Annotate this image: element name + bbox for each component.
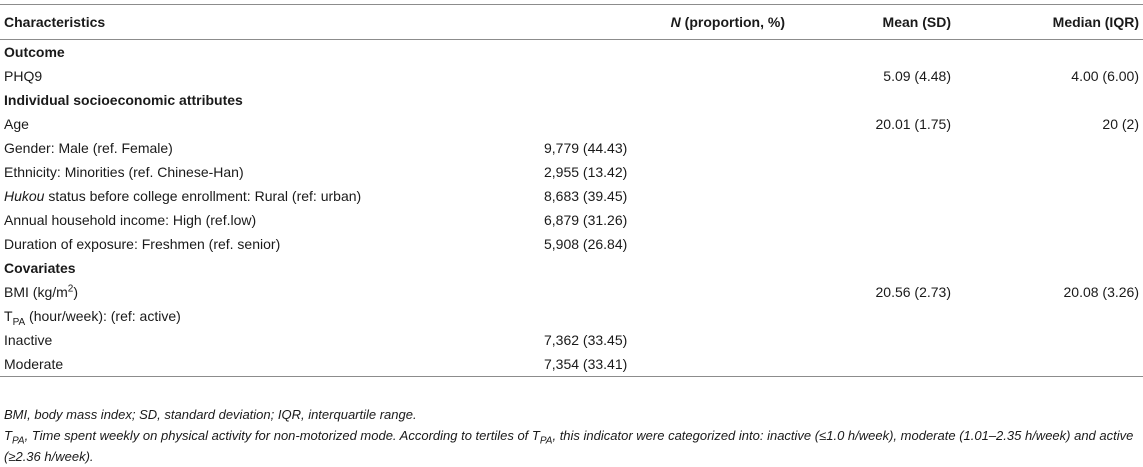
header-n-rest: (proportion, %)	[680, 14, 785, 30]
row-label: Age	[4, 116, 29, 132]
fn-sub-2: PA	[539, 435, 553, 447]
table-row	[0, 160, 1143, 184]
hukou-rest: status before college enrollment: Rural (ref: urban)	[44, 188, 362, 204]
header-characteristics: Characteristics	[0, 5, 540, 40]
n-value: 7,354 (33.41)	[540, 352, 785, 377]
median-value: 20.08 (3.26)	[1063, 284, 1139, 300]
row-label: Gender: Male (ref. Female)	[4, 140, 173, 156]
mean-value: 5.09 (4.48)	[883, 68, 951, 84]
row-label: Inactive	[4, 332, 53, 348]
table-row	[0, 232, 1143, 256]
header-mean-sd: Mean (SD)	[785, 5, 955, 40]
header-n-proportion	[540, 5, 785, 40]
row-label: Annual household income: High (ref.low)	[4, 212, 257, 228]
header-row	[0, 5, 1143, 40]
section-label: Covariates	[4, 260, 76, 276]
table-row	[0, 328, 1143, 352]
median-value: 20 (2)	[1102, 116, 1139, 132]
fn-sub-1: PA	[11, 435, 25, 447]
section-covariates	[0, 256, 1143, 280]
fn-text-b: , this indicator were categorized into: inactive (≤1.0 h/week), moderate (1.01–2.35 h/week) and active (≥2.36 h/week).	[4, 428, 1134, 464]
section-socioeconomic	[0, 88, 1143, 112]
fn-t: T	[4, 428, 12, 443]
table-row	[0, 136, 1143, 160]
tpa-rest: (hour/week): (ref: active)	[25, 308, 181, 324]
mean-value: 20.56 (2.73)	[875, 284, 951, 300]
bmi-sup: 2	[67, 283, 74, 295]
section-label: Outcome	[4, 44, 65, 60]
n-value: 8,683 (39.45)	[544, 188, 628, 204]
characteristics-table	[0, 4, 1143, 377]
table-row	[0, 280, 1143, 304]
table-row	[0, 112, 1143, 136]
row-label	[0, 280, 540, 304]
header-n-italic: N	[670, 14, 681, 30]
hukou-italic: Hukou	[4, 188, 45, 204]
row-label	[0, 304, 540, 328]
footnote-tpa	[4, 425, 1134, 467]
n-value: 9,779 (44.43)	[544, 140, 628, 156]
header-median-iqr: Median (IQR)	[955, 5, 1143, 40]
row-label	[0, 184, 540, 208]
section-outcome	[0, 40, 1143, 65]
table-row	[0, 208, 1143, 232]
tpa-sub: PA	[12, 316, 26, 328]
section-label: Individual socioeconomic attributes	[4, 92, 243, 108]
table-row	[0, 352, 1143, 377]
n-value: 6,879 (31.26)	[544, 212, 628, 228]
n-value: 5,908 (26.84)	[544, 236, 628, 252]
row-label: Ethnicity: Minorities (ref. Chinese-Han)	[4, 164, 244, 180]
table-row	[0, 304, 1143, 328]
n-value: 7,362 (33.45)	[544, 332, 628, 348]
bmi-post: )	[73, 284, 79, 300]
fn-text-a: , Time spent weekly on physical activity for non-motorized mode. According to tertiles of T	[24, 428, 540, 443]
table-row	[0, 184, 1143, 208]
bmi-pre: BMI (kg/m	[4, 284, 68, 300]
footnote-abbreviations: BMI, body mass index; SD, standard deviation; IQR, interquartile range.	[4, 407, 417, 422]
tpa-t: T	[4, 308, 13, 324]
row-label: Duration of exposure: Freshmen (ref. senior)	[4, 236, 281, 252]
median-value: 4.00 (6.00)	[1071, 68, 1139, 84]
mean-value: 20.01 (1.75)	[875, 116, 951, 132]
row-label: Moderate	[0, 352, 540, 377]
row-label: PHQ9	[4, 68, 43, 84]
n-value: 2,955 (13.42)	[544, 164, 628, 180]
table-row	[0, 64, 1143, 88]
